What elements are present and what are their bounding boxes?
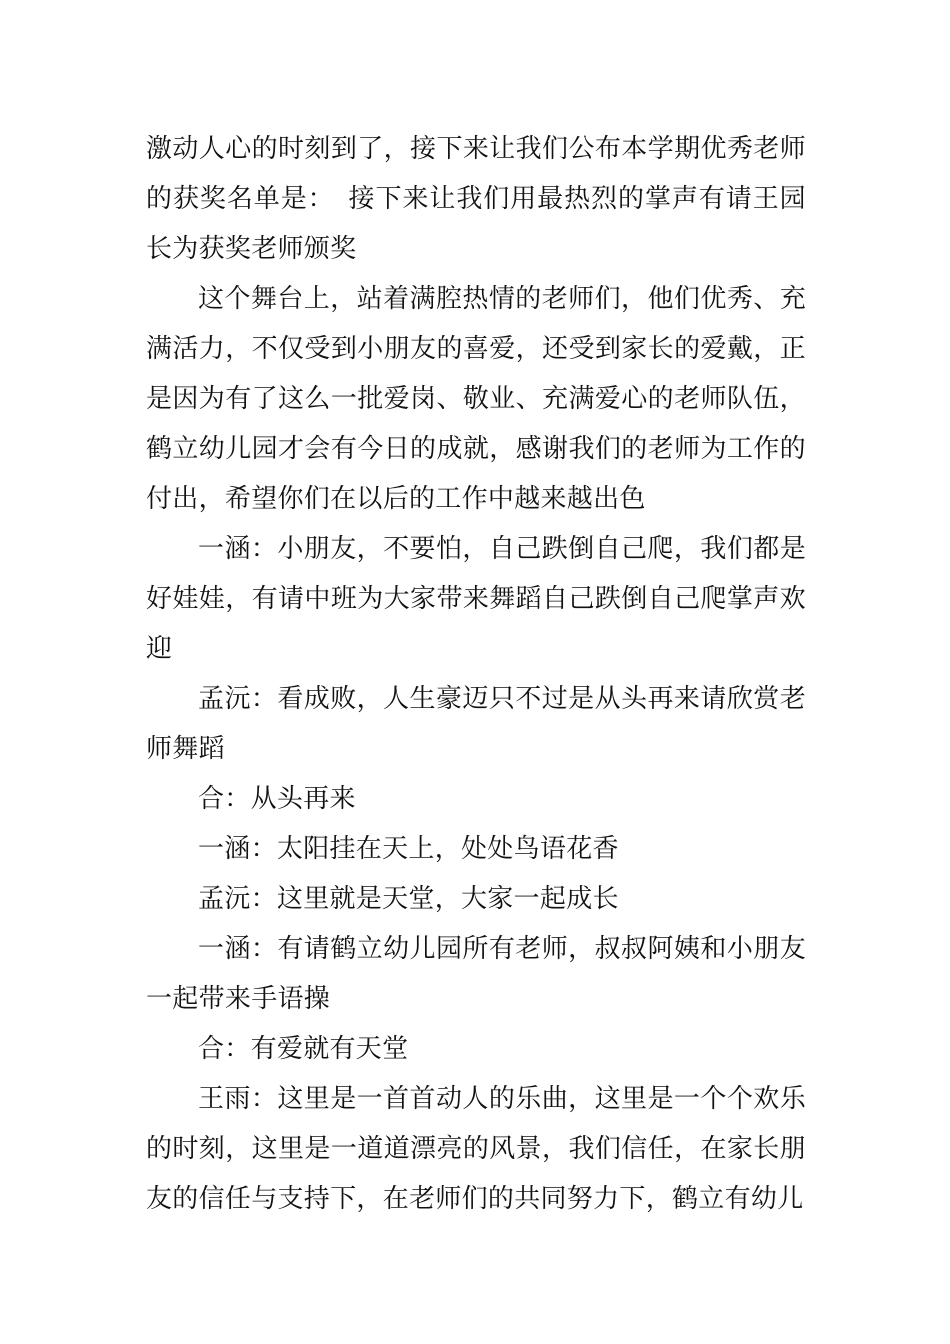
paragraph-mengyuan-heaven: 孟沅：这里就是天堂，大家一起成长 bbox=[198, 884, 619, 914]
document-body bbox=[146, 124, 806, 1224]
paragraph-together-restart: 合：从头再来 bbox=[198, 784, 356, 814]
paragraph-award-announcement: 激动人心的时刻到了，接下来让我们公布本学期优秀老师的获奖名单是： 接下来让我们用最热烈的掌声有请王园长为获奖老师颁奖 bbox=[146, 134, 806, 264]
paragraph-yihan-sun: 一涵：太阳挂在天上，处处鸟语花香 bbox=[198, 834, 619, 864]
paragraph-yihan-sign-language: 一涵：有请鹤立幼儿园所有老师，叔叔阿姨和小朋友一起带来手语操 bbox=[146, 934, 806, 1014]
paragraph-wangyu-closing: 王雨：这里是一首首动人的乐曲，这里是一个个欢乐的时刻，这里是一道道漂亮的风景，我们信任，在家长朋友的信任与支持下，在老师们的共同努力下，鹤立有幼儿 bbox=[146, 1084, 806, 1214]
paragraph-teacher-praise: 这个舞台上，站着满腔热情的老师们，他们优秀、充满活力，不仅受到小朋友的喜爱，还受到家长的爱戴，正是因为有了这么一批爱岗、敬业、充满爱心的老师队伍，鹤立幼儿园才会有今日的成就，感谢我们的老师为工作的付出，希望你们在以后的工作中越来越出色 bbox=[146, 284, 806, 514]
paragraph-together-love: 合：有爱就有天堂 bbox=[198, 1034, 409, 1064]
paragraph-mengyuan-teacher-dance: 孟沅：看成败，人生豪迈只不过是从头再来请欣赏老师舞蹈 bbox=[146, 684, 806, 764]
paragraph-yihan-dance-intro: 一涵：小朋友，不要怕，自己跌倒自己爬，我们都是好娃娃，有请中班为大家带来舞蹈自己跌倒自己爬掌声欢迎 bbox=[146, 534, 806, 664]
